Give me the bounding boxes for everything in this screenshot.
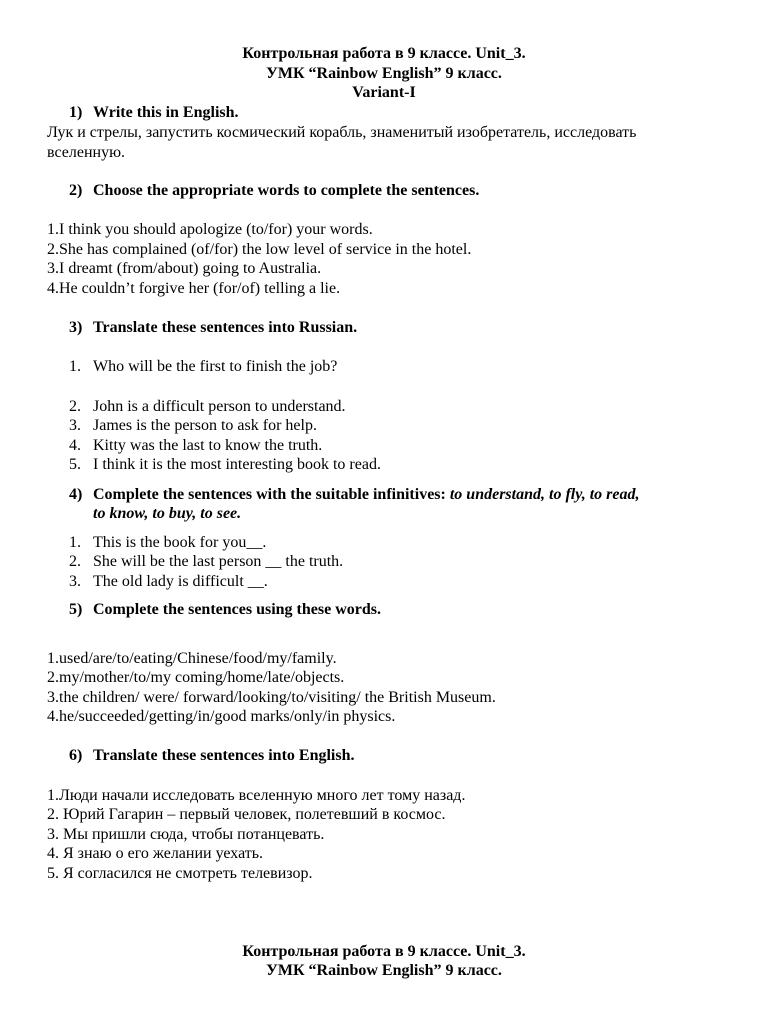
list-item: This is the book for you__.: [93, 534, 267, 551]
list-item: 2.my/mother/to/my coming/home/late/objects.: [47, 669, 345, 686]
task-word-bank: to understand, to fly, to read,: [449, 486, 640, 503]
list-item-number: 3.: [69, 417, 81, 434]
task-heading: Complete the sentences with the suitable infinitives:: [93, 486, 446, 503]
document-title: Контрольная работа в 9 классе. Unit_3.: [242, 45, 526, 62]
variant-label: Variant-I: [352, 84, 416, 101]
list-item: 2.She has complained (of/for) the low level of service in the hotel.: [47, 241, 472, 258]
list-item-number: 2.: [69, 398, 81, 415]
list-item-number: 1.: [69, 534, 81, 551]
list-item: 2. Юрий Гагарин – первый человек, полетевший в космос.: [47, 806, 446, 823]
list-item: 1.used/are/to/eating/Chinese/food/my/family.: [47, 650, 337, 667]
task-heading: Translate these sentences into Russian.: [93, 319, 358, 336]
task-number: 5): [69, 601, 83, 618]
list-item: John is a difficult person to understand.: [93, 398, 346, 415]
list-item-number: 4.: [69, 437, 81, 454]
list-item-number: 5.: [69, 456, 81, 473]
task-heading: Translate these sentences into English.: [93, 747, 355, 764]
next-document-subtitle: УМК “Rainbow English” 9 класс.: [266, 962, 502, 979]
list-item: 3.I dreamt (from/about) going to Australia.: [47, 260, 322, 277]
list-item: Kitty was the last to know the truth.: [93, 437, 323, 454]
list-item: 1.I think you should apologize (to/for) your words.: [47, 221, 373, 238]
list-item-number: 3.: [69, 573, 81, 590]
task-heading-line: [93, 485, 640, 505]
list-item-number: 1.: [69, 358, 81, 375]
task-number: 6): [69, 747, 83, 764]
task-number: 1): [69, 104, 83, 121]
task-heading: Complete the sentences using these words.: [93, 601, 381, 618]
task-number: 3): [69, 319, 83, 336]
list-item: 4.he/succeeded/getting/in/good marks/only/in physics.: [47, 708, 396, 725]
list-item: I think it is the most interesting book to read.: [93, 456, 381, 473]
list-item: Who will be the first to finish the job?: [93, 358, 338, 375]
next-document-title: Контрольная работа в 9 классе. Unit_3.: [242, 943, 526, 960]
list-item: 3.the children/ were/ forward/looking/to/visiting/ the British Museum.: [47, 689, 496, 706]
task-word-bank: to know, to buy, to see.: [93, 505, 242, 522]
list-item: She will be the last person __ the truth.: [93, 553, 344, 570]
task-number: 2): [69, 182, 83, 199]
task-heading: Write this in English.: [93, 104, 239, 121]
list-item: 1.Люди начали исследовать вселенную много лет тому назад.: [47, 787, 466, 804]
task-text-line: Лук и стрелы, запустить космический корабль, знаменитый изобретатель, исследовать: [47, 124, 637, 141]
list-item: 4.He couldn’t forgive her (for/of) telling a lie.: [47, 280, 341, 297]
task-heading: Choose the appropriate words to complete the sentences.: [93, 182, 480, 199]
list-item: 3. Мы пришли сюда, чтобы потанцевать.: [47, 826, 325, 843]
list-item: 5. Я согласился не смотреть телевизор.: [47, 865, 313, 882]
list-item: The old lady is difficult __.: [93, 573, 268, 590]
task-text-line: вселенную.: [47, 144, 126, 161]
list-item: James is the person to ask for help.: [93, 417, 317, 434]
document-subtitle: УМК “Rainbow English” 9 класс.: [266, 65, 502, 82]
list-item: 4. Я знаю о его желании уехать.: [47, 845, 264, 862]
list-item-number: 2.: [69, 553, 81, 570]
task-number: 4): [69, 486, 83, 503]
